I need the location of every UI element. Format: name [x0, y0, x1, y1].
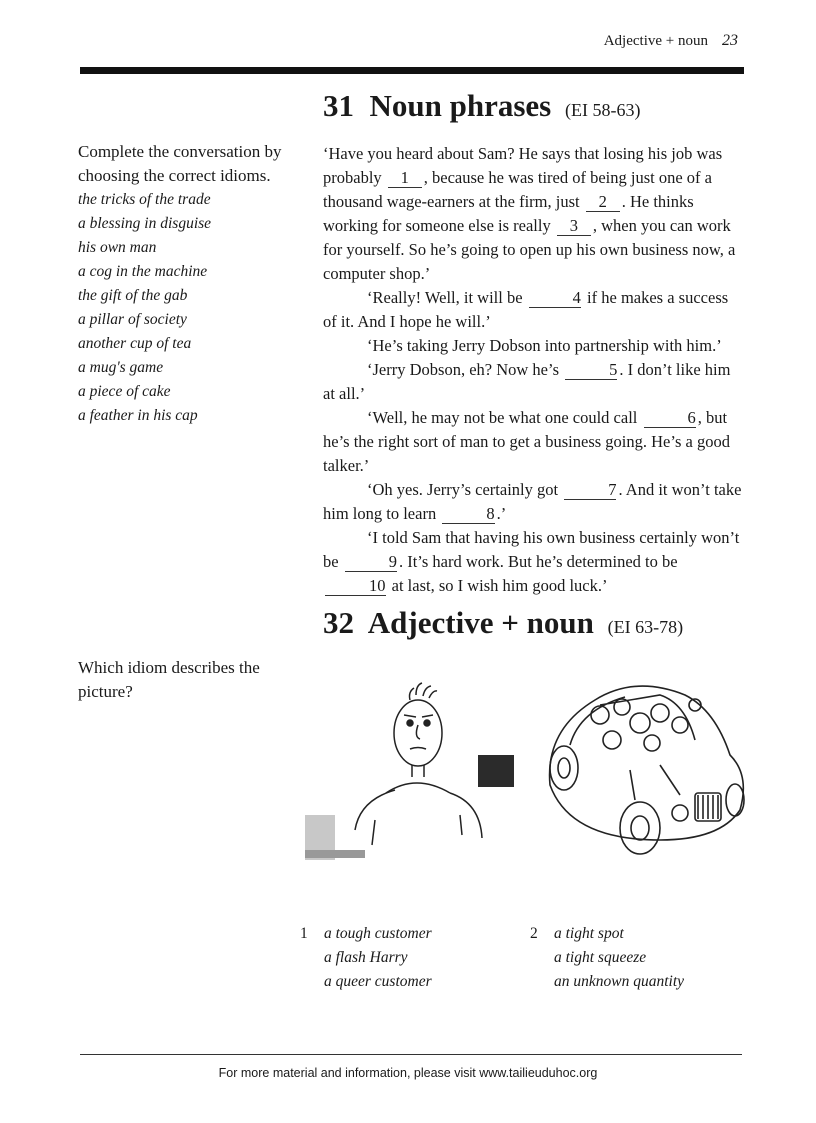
passage-paragraph: [323, 358, 743, 406]
passage-text: ‘He’s taking Jerry Dobson into partnership with him.’: [367, 336, 722, 355]
passage-paragraph: [323, 334, 743, 358]
section-32-title: Adjective + noun: [367, 605, 594, 640]
blank-3: 3: [557, 217, 591, 236]
passage-paragraph: [323, 478, 743, 526]
passage-text: , because he was tired of being just one of a thousand wage-earners at the firm, just: [323, 168, 712, 211]
idiom-item: a feather in his cap: [78, 407, 198, 424]
blank-10: 10: [325, 577, 386, 596]
passage-text: , when you can work for yourself. So he’s going to open up his own business now, a computer shop.’: [323, 216, 736, 283]
idiom-item: a piece of cake: [78, 383, 171, 400]
passage-text: . I don’t like him at all.’: [323, 360, 731, 403]
section-32-instruction: Which idiom describes the picture?: [78, 658, 260, 701]
option-item: a tough customer: [324, 925, 432, 942]
passage-text: ‘I told Sam that having his own business certainly won’t be: [323, 528, 740, 571]
section-31-title: Noun phrases: [369, 88, 552, 123]
idiom-item: the gift of the gab: [78, 287, 188, 304]
section-32-ref: (EI 63-78): [607, 617, 684, 637]
idiom-item: a blessing in disguise: [78, 215, 212, 232]
shadow-smudge: [305, 850, 365, 858]
section-32-heading: [323, 605, 683, 641]
passage-text: at last, so I wish him good luck.’: [391, 576, 608, 595]
idiom-illustration: [300, 665, 750, 880]
blank-2: 2: [586, 193, 620, 212]
option-group-number: 2: [530, 925, 538, 942]
idiom-list: [78, 188, 278, 428]
section-31-instruction: Complete the conversation by choosing the correct idioms.: [78, 142, 282, 185]
blank-5: 5: [565, 361, 617, 380]
passage-text: ‘Well, he may not be what one could call: [367, 408, 638, 427]
option-item: a tight squeeze: [554, 949, 647, 966]
passage-text: , but he’s the right sort of man to get a business going. He’s a good talker.’: [323, 408, 730, 475]
blank-9: 9: [345, 553, 397, 572]
passage-text: . And it won’t take him long to learn: [323, 480, 742, 523]
dark-block: [478, 755, 514, 787]
idiom-item: a cog in the machine: [78, 263, 208, 280]
blank-8: 8: [442, 505, 494, 524]
page-number: 23: [722, 32, 738, 49]
blank-6: 6: [644, 409, 696, 428]
option-item: a flash Harry: [324, 949, 408, 966]
blank-4: 4: [529, 289, 581, 308]
option-group-number: 1: [300, 925, 308, 942]
option-item: a queer customer: [324, 973, 432, 990]
footer-rule: [80, 1054, 742, 1055]
passage-text: ‘Oh yes. Jerry’s certainly got: [367, 480, 559, 499]
header-title: Adjective + noun: [603, 33, 708, 49]
passage-paragraph: [323, 142, 743, 286]
option-group-2: [530, 922, 740, 994]
passage-paragraph: [323, 286, 743, 334]
passage-text: ‘Really! Well, it will be: [367, 288, 523, 307]
blank-7: 7: [564, 481, 616, 500]
passage-text: if he makes a success of it. And I hope he will.’: [323, 288, 729, 331]
option-group-1: [300, 922, 520, 994]
section-31-ref: (EI 58-63): [565, 100, 641, 120]
car-figure: [550, 686, 744, 854]
option-item: a tight spot: [554, 925, 624, 942]
passage-paragraph: [323, 406, 743, 478]
section-31-number: 31: [323, 88, 354, 123]
idiom-item: his own man: [78, 239, 157, 256]
option-item: an unknown quantity: [554, 973, 685, 990]
idiom-item: another cup of tea: [78, 335, 192, 352]
footer-text: For more material and information, please visit www.tailieuduhoc.org: [218, 1066, 598, 1080]
idiom-item: a pillar of society: [78, 311, 187, 328]
section-32-number: 32: [323, 605, 354, 640]
blank-1: 1: [388, 169, 422, 188]
header-rule: [80, 67, 744, 74]
idiom-item: the tricks of the trade: [78, 191, 211, 208]
passage-text: ‘Have you heard about Sam? He says that losing his job was probably: [323, 144, 723, 187]
passage-text: . He thinks working for someone else is really: [323, 192, 694, 235]
man-figure: [355, 683, 482, 845]
conversation-passage: [323, 142, 743, 598]
passage-text: . It’s hard work. But he’s determined to be: [398, 552, 678, 571]
idiom-item: a mug's game: [78, 359, 164, 376]
section-31-heading: [323, 88, 640, 124]
passage-paragraph: [323, 526, 743, 598]
passage-text: .’: [496, 504, 507, 523]
passage-text: ‘Jerry Dobson, eh? Now he’s: [367, 360, 559, 379]
running-header: [604, 32, 738, 50]
